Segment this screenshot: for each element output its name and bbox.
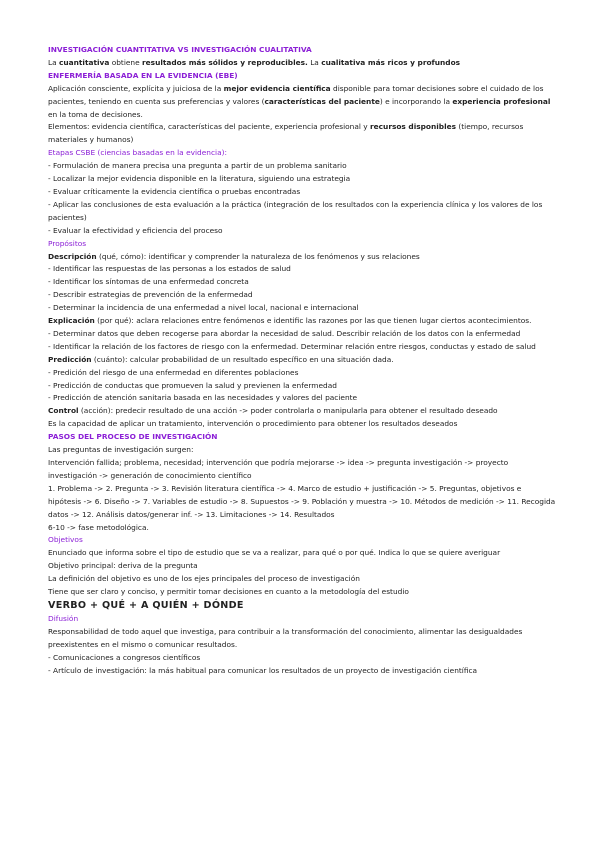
objetivos-line: Enunciado que informa sobre el tipo de estudio que se va a realizar, para qué o por qué. Indica lo que se quiere averiguar	[48, 548, 501, 558]
document-page	[48, 44, 556, 678]
list-item: - Comunicaciones a congresos científicos	[48, 652, 201, 662]
difusion-line: Responsabilidad de todo aquel que investiga, para contribuir a la transformación del conocimiento, alimentar las desigualdades preexistentes en el mismo o comunicar resultados.	[48, 626, 523, 649]
pasos-heading: PASOS DEL PROCESO DE INVESTIGACIÓN	[48, 432, 218, 442]
ebe-elements: Elementos: evidencia científica, características del paciente, experiencia profesional y recursos disponibles (tiempo, recursos materiales y humanos)	[48, 122, 524, 145]
list-item: - Localizar la mejor evidencia disponible en la literatura, siguiendo una estrategia	[48, 174, 351, 184]
pasos-line: Las preguntas de investigación surgen:	[48, 445, 194, 455]
objetivos-line: La definición del objetivo es uno de los ejes principales del proceso de investigación	[48, 574, 360, 584]
list-item: - Formulación de manera precisa una pregunta a partir de un problema sanitario	[48, 161, 347, 171]
control-extra: Es la capacidad de aplicar un tratamiento, intervención o procedimiento para obtener los resultados deseados	[48, 419, 458, 429]
page-title: INVESTIGACIÓN CUANTITATIVA VS INVESTIGACIÓN CUALITATIVA	[48, 45, 312, 54]
list-item: - Evaluar la efectividad y eficiencia del proceso	[48, 225, 223, 235]
list-item: - Identificar las respuestas de las personas a los estados de salud	[48, 264, 291, 274]
ebe-heading: ENFERMERÍA BASADA EN LA EVIDENCIA (EBE)	[48, 70, 238, 80]
list-item: - Identificar los síntomas de una enfermedad concreta	[48, 277, 249, 287]
pasos-steps: 1. Problema -> 2. Pregunta -> 3. Revisión literatura científica -> 4. Marco de estudio + justificación -> 5. Preguntas, objetivos e hipótesis -> 6. Diseño -> 7. Variables de estudio -> 8. Supuestos -> 9. Población y muestra -> 10. Métodos de medición -> 11. Recogida datos -> 12. Análisis datos/generar inf. -> 13. Limitaciones -> 14. Resultados	[48, 483, 556, 519]
objetivos-line: Tiene que ser claro y conciso, y permitir tomar decisiones en cuanto a la metodología del estudio	[48, 587, 409, 597]
control-line: Control (acción): predecir resultado de una acción -> poder controlarla o manipularla para obtener el resultado deseado	[48, 406, 498, 416]
explicacion-line: Explicación (por qué): aclara relaciones entre fenómenos e identific las razones por las que tienen lugar ciertos acontecimientos.	[48, 316, 532, 326]
pasos-line: Intervención fallida; problema, necesidad; intervención que podría mejorarse -> idea -> pregunta investigación -> proyecto investigación -> generación de conocimiento científico	[48, 458, 509, 480]
difusion-heading: Difusión	[48, 613, 79, 623]
list-item: - Artículo de investigación: la más habitual para comunicar los resultados de un proyecto de investigación científica	[48, 665, 478, 675]
pasos-line: 6-10 -> fase metodológica.	[48, 522, 149, 532]
objetivos-line: Objetivo principal: deriva de la pregunta	[48, 561, 198, 571]
propositos-heading: Propósitos	[48, 238, 87, 248]
list-item: - Evaluar críticamente la evidencia científica o pruebas encontradas	[48, 186, 301, 196]
list-item: - Aplicar las conclusiones de esta evaluación a la práctica (integración de los resultados con la experiencia clínica y los valores de los pacientes)	[48, 199, 543, 222]
descripcion-line: Descripción (qué, cómo): identificar y comprender la naturaleza de los fenómenos y sus relaciones	[48, 251, 420, 261]
objetivos-formula: VERBO + QUÉ + A QUIÉN + DÓNDE	[48, 599, 244, 611]
ebe-definition: Aplicación consciente, explícita y juiciosa de la mejor evidencia científica disponible para tomar decisiones sobre el cuidado de los pacientes, teniendo en cuenta sus preferencias y valores (características del paciente) e incorporando la experiencia profesional en la toma de decisiones.	[48, 83, 551, 119]
list-item: - Predicción de conductas que promueven la salud y previenen la enfermedad	[48, 380, 337, 390]
list-item: - Predicción de atención sanitaria basada en las necesidades y valores del paciente	[48, 393, 358, 403]
list-item: - Describir estrategias de prevención de la enfermedad	[48, 290, 253, 300]
stages-heading: Etapas CSBE (ciencias basadas en la evidencia):	[48, 148, 227, 158]
objetivos-heading: Objetivos	[48, 535, 83, 545]
list-item: - Determinar la incidencia de una enfermedad a nivel local, nacional e internacional	[48, 303, 359, 313]
list-item: - Predición del riesgo de una enfermedad en diferentes poblaciones	[48, 367, 299, 377]
prediccion-line: Predicción (cuánto): calcular probabilidad de un resultado específico en una situación dada.	[48, 354, 394, 364]
list-item: - Determinar datos que deben recogerse para abordar la necesidad de salud. Describir relación de los datos con la enfermedad	[48, 328, 521, 338]
intro-paragraph: La cuantitativa obtiene resultados más sólidos y reproducibles. La cualitativa más ricos y profundos	[48, 57, 461, 67]
list-item: - Identificar la relación de los factores de riesgo con la enfermedad. Determinar relación entre riesgos, conductas y estado de salud	[48, 341, 536, 351]
